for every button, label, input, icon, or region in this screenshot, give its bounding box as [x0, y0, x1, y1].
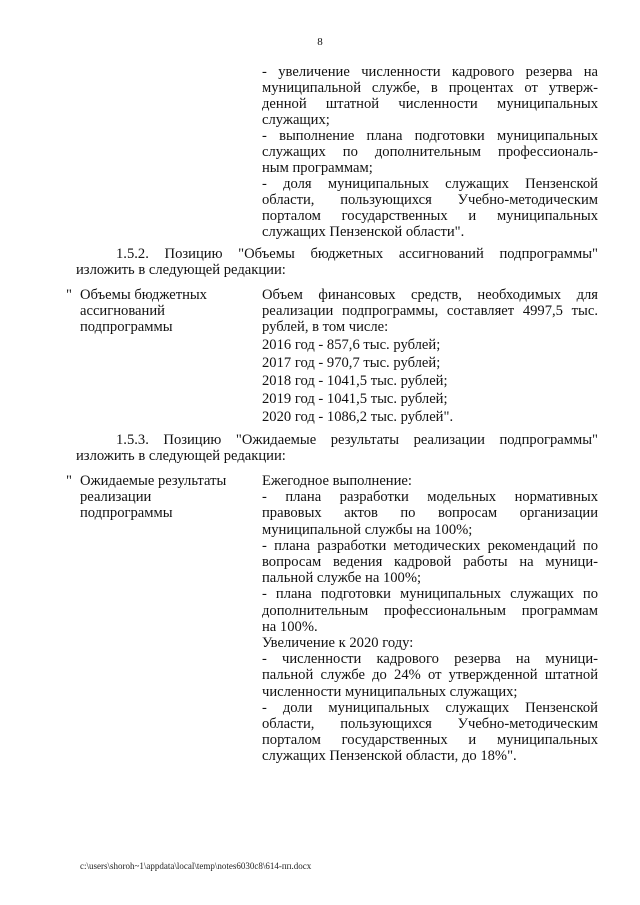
table-153-opening-quote: ": [66, 473, 72, 489]
table-153-right-line: правовых актов по вопросам организации: [262, 505, 598, 522]
table-152-left-line-2: ассигнований: [80, 303, 165, 319]
table-152-right-line-1: Объем финансовых средств, необходимых для: [262, 287, 598, 303]
table-152-year-2018: 2018 год - 1041,5 тыс. рублей;: [262, 373, 448, 389]
table-152-left-line-1: Объемы бюджетных: [80, 287, 207, 303]
table-153-right-line: - плана разработки методических рекомендаций по: [262, 537, 598, 554]
table-153-right-line: - численности кадрового резерва на муници-: [262, 651, 598, 668]
top-item-2-line-2: служащих по дополнительным профессиональ-: [262, 144, 598, 160]
table-152-year-2017: 2017 год - 970,7 тыс. рублей;: [262, 355, 441, 371]
table-152-year-2016: 2016 год - 857,6 тыс. рублей;: [262, 337, 441, 353]
table-153-left-line-1: Ожидаемые результаты: [80, 473, 227, 489]
table-152-opening-quote: ": [66, 287, 72, 303]
top-item-1-line-4: служащих;: [262, 112, 330, 128]
table-153-right-line: - плана разработки модельных нормативных: [262, 489, 598, 506]
table-152-right-line-2: реализации подпрограммы, составляет 4997,5 тыс.: [262, 303, 598, 319]
table-153-right-line: - доли муниципальных служащих Пензенской: [262, 699, 598, 716]
section-152-heading-line-1: 1.5.2. Позицию "Объемы бюджетных ассигнований подпрограммы": [116, 246, 598, 262]
top-item-1-line-1: - увеличение численности кадрового резерва на: [262, 64, 598, 80]
table-152-right-line-3: рублей, в том числе:: [262, 319, 389, 335]
table-153-left-line-2: реализации: [80, 489, 152, 505]
table-153-right-line: служащих Пензенской области, до 18%".: [262, 748, 517, 765]
top-item-3-line-4: служащих Пензенской области".: [262, 224, 465, 240]
table-153-right-line: порталом государственных и муниципальных: [262, 732, 598, 749]
table-153-right-line: дополнительным профессиональным программам: [262, 602, 598, 619]
table-153-left-line-3: подпрограммы: [80, 505, 173, 521]
table-152-left-line-3: подпрограммы: [80, 319, 173, 335]
top-item-1-line-2: муниципальной службе, в процентах от утверж-: [262, 80, 598, 96]
top-item-3-line-3: порталом государственных и муниципальных: [262, 208, 598, 224]
table-153-right-line: пальной службе до 24% от утвержденной штатной: [262, 667, 598, 684]
table-153-right-line: на 100%.: [262, 618, 318, 635]
top-item-3-line-1: - доля муниципальных служащих Пензенской: [262, 176, 598, 192]
section-152-heading-line-2: изложить в следующей редакции:: [76, 262, 286, 278]
top-item-2-line-1: - выполнение плана подготовки муниципальных: [262, 128, 598, 144]
table-153-right-line: Ежегодное выполнение:: [262, 473, 412, 489]
table-153-right-line: области, пользующихся Учебно-методическим: [262, 716, 598, 732]
page-number: 8: [317, 36, 323, 48]
table-153-right-line: численности муниципальных служащих;: [262, 683, 518, 700]
table-153-right-line: - плана подготовки муниципальных служащих по: [262, 586, 598, 603]
table-153-right-line: Увеличение к 2020 году:: [262, 635, 414, 651]
table-152-year-2020: 2020 год - 1086,2 тыс. рублей".: [262, 409, 454, 425]
table-153-right-line: муниципальной службы на 100%;: [262, 521, 473, 538]
section-153-heading-line-2: изложить в следующей редакции:: [76, 448, 286, 464]
table-153-right-line: пальной службе на 100%;: [262, 570, 422, 587]
top-item-1-line-3: денной штатной численности муниципальных: [262, 96, 598, 112]
top-item-3-line-2: области, пользующихся Учебно-методическим: [262, 192, 598, 208]
top-item-2-line-3: ным программам;: [262, 160, 373, 176]
table-153-right-line: вопросам ведения кадровой работы на муници-: [262, 554, 598, 570]
table-152-year-2019: 2019 год - 1041,5 тыс. рублей;: [262, 391, 448, 407]
section-153-heading-line-1: 1.5.3. Позицию "Ожидаемые результаты реализации подпрограммы": [116, 432, 598, 448]
file-path-footer: c:\users\shoroh~1\appdata\local\temp\notes6030c8\614-пп.docx: [80, 861, 312, 871]
